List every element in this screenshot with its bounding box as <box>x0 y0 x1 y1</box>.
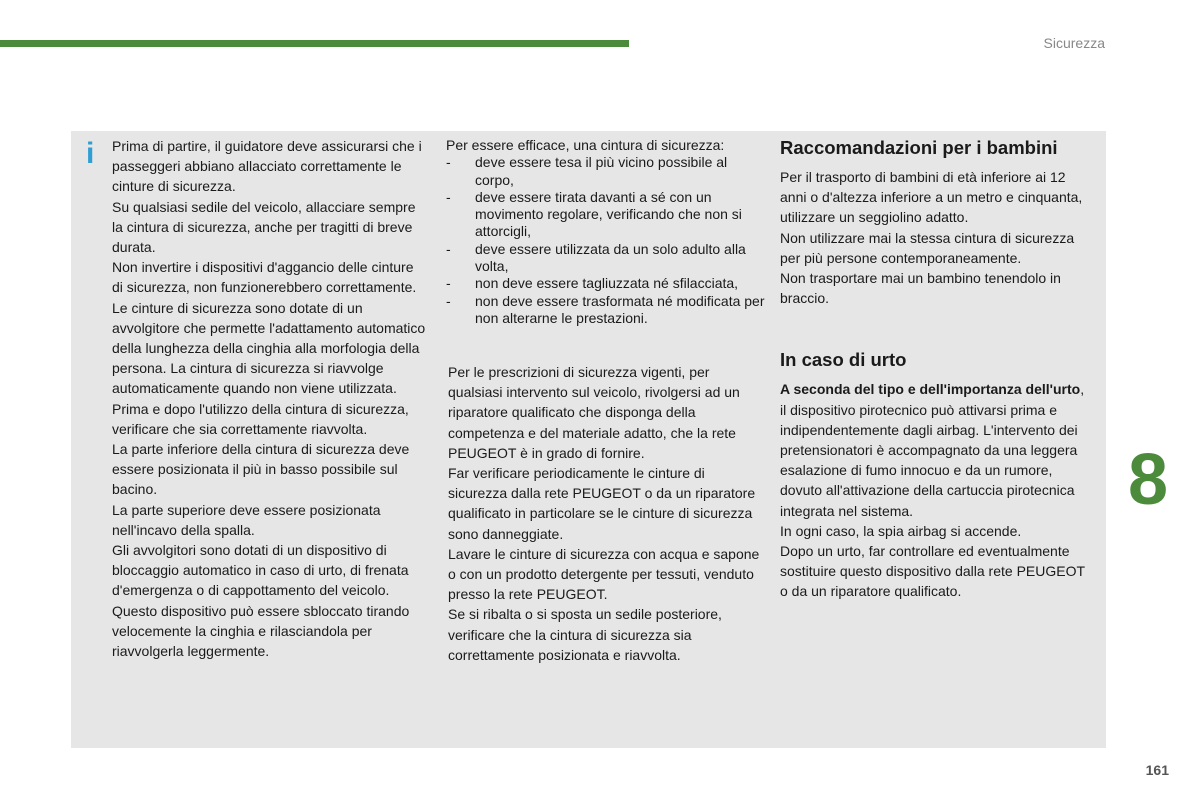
paragraph: In ogni caso, la spia airbag si accende. <box>780 522 1022 539</box>
info-column-2-list <box>446 137 766 327</box>
paragraph: Per il trasporto di bambini di età inferiore ai 12 anni o d'altezza inferiore a un metro e cinquanta, utilizzare un seggiolino adatto. <box>780 169 1083 226</box>
paragraph: Prima e dopo l'utilizzo della cintura di sicurezza, verificare che sia correttamente riavvolta. <box>112 400 409 437</box>
paragraph: Dopo un urto, far controllare ed eventualmente sostituire questo dispositivo dalla rete PEUGEOT o da un riparatore qualificato. <box>780 543 1085 600</box>
chapter-number: 8 <box>1128 440 1169 520</box>
info-column-2-paragraphs <box>448 362 766 665</box>
paragraph: Lavare le cinture di sicurezza con acqua e sapone o con un prodotto detergente per tessuti, venduto presso la rete PEUGEOT. <box>448 545 760 603</box>
list-item: - non deve essere trasformata né modificata per non alterarne le prestazioni. <box>446 293 766 328</box>
paragraph: Su qualsiasi sedile del veicolo, allacciare sempre la cintura di sicurezza, anche per tragitti di breve durata. <box>112 198 416 256</box>
paragraph: Prima di partire, il guidatore deve assicurarsi che i passeggeri abbiano allacciato correttamente le cinture di sicurezza. <box>112 138 422 195</box>
paragraph: Non invertire i dispositivi d'aggancio delle cinture di sicurezza, non funzionerebbero correttamente. <box>112 259 417 296</box>
list-item: - deve essere tesa il più vicino possibile al corpo, <box>446 154 766 189</box>
info-icon: i <box>86 137 95 170</box>
paragraph: La parte inferiore della cintura di sicurezza deve essere posizionata il più in basso possibile sul bacino. <box>112 441 410 498</box>
paragraph: Far verificare periodicamente le cinture di sicurezza dalla rete PEUGEOT o da un riparatore qualificato in particolare se le cinture di sicurezza sono danneggiate. <box>448 465 756 542</box>
paragraph-rest: , il dispositivo pirotecnico può attivarsi prima e indipendentemente dagli airbag. L'intervento dei pretensionatori è accompagnato da una leggera esalazione di fumo innocuo e da un rumore, dovuto all'attivazione della cartuccia pirotecnica integrata nel sistema. <box>780 381 1085 519</box>
bold-lead: A seconda del tipo e dell'importanza dell'urto <box>780 381 1081 398</box>
requirements-list <box>446 154 766 327</box>
list-item: - non deve essere tagliuzzata né sfilacciata, <box>446 275 766 292</box>
paragraph: Per le prescrizioni di sicurezza vigenti, per qualsiasi intervento sul veicolo, rivolgersi ad un riparatore qualificato che disponga della competenza e del materiale adatto, che la rete PEUGEOT è in grado di fornire. <box>448 364 740 461</box>
paragraph: Non utilizzare mai la stessa cintura di sicurezza per più persone contemporaneamente. <box>780 229 1075 266</box>
paragraph: Se si ribalta o si sposta un sedile posteriore, verificare che la cintura di sicurezza sia correttamente posizionata e riavvolta. <box>448 606 722 663</box>
info-column-3 <box>780 136 1090 602</box>
page-number: 161 <box>1145 762 1169 778</box>
list-item: - deve essere tirata davanti a sé con un movimento regolare, verificando che non si attorcigli, <box>446 189 766 241</box>
info-column-1 <box>112 136 427 661</box>
paragraph: Non trasportare mai un bambino tenendolo in braccio. <box>780 270 1061 307</box>
paragraph <box>780 379 1090 520</box>
section-title: Sicurezza <box>1043 35 1105 51</box>
header-accent-bar <box>0 40 629 47</box>
paragraph: Gli avvolgitori sono dotati di un dispositivo di bloccaggio automatico in caso di urto, di frenata d'emergenza o di cappottamento del veicolo. Questo dispositivo può essere sbloccato tirando velocemente la cinghia e rilasciandola per riavvolgerla leggermente. <box>112 542 410 660</box>
heading-children: Raccomandazioni per i bambini <box>780 137 1058 158</box>
list-item: - deve essere utilizzata da un solo adulto alla volta, <box>446 241 766 276</box>
paragraph: La parte superiore deve essere posizionata nell'incavo della spalla. <box>112 501 381 538</box>
paragraph: Le cinture di sicurezza sono dotate di un avvolgitore che permette l'adattamento automatico della lunghezza della cinghia alla morfologia della persona. La cintura di sicurezza si riavvolge automaticamente quando non viene utilizzata. <box>112 299 426 397</box>
list-intro: Per essere efficace, una cintura di sicurezza: <box>446 137 725 153</box>
heading-crash: In caso di urto <box>780 349 907 371</box>
